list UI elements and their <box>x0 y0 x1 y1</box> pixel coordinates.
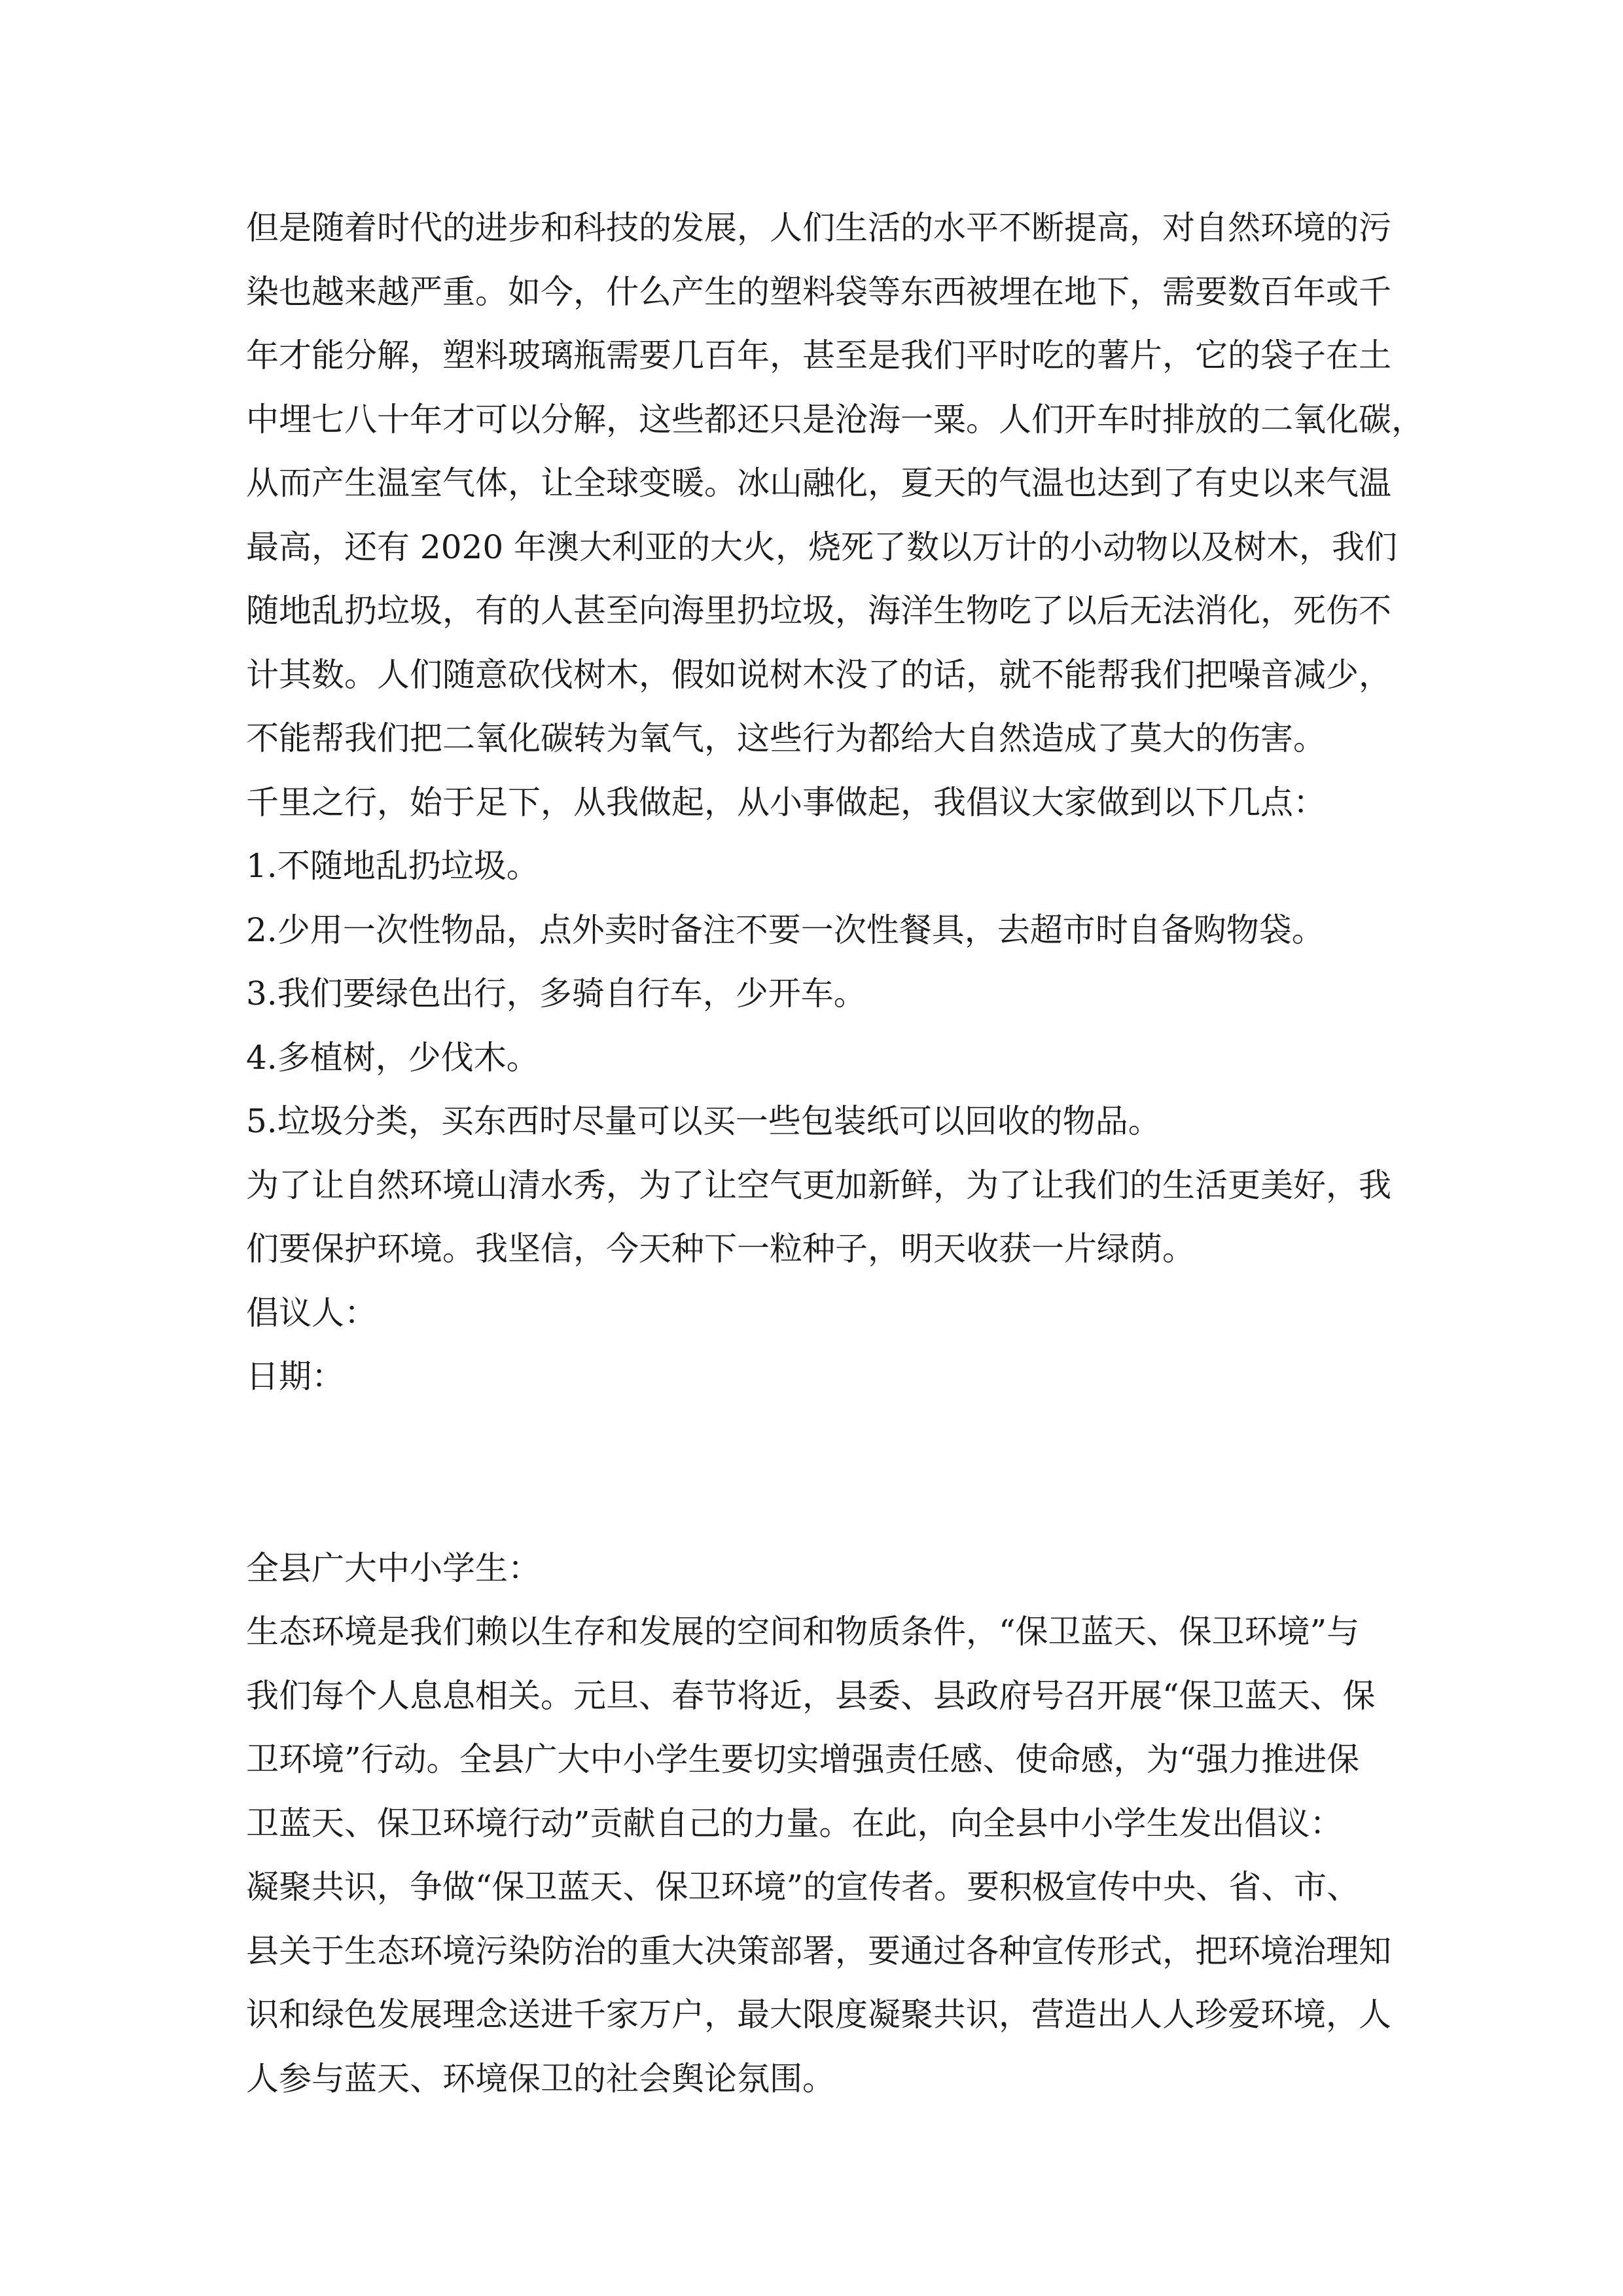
text-line: 但是随着时代的进步和科技的发展，人们生活的水平不断提高，对自然环境的污 <box>246 209 1391 247</box>
text-line: 计其数。人们随意砍伐树木，假如说树木没了的话，就不能帮我们把噪音减少， <box>246 655 1391 694</box>
text-line: 凝聚共识，争做“保卫蓝天、保卫环境”的宣传者。要积极宣传中央、省、市、 <box>246 1868 1360 1906</box>
signer-label: 倡议人： <box>246 1293 377 1332</box>
list-item: 2.少用一次性物品，点外卖时备注不要一次性餐具，去超市时自备购物袋。 <box>246 910 1325 949</box>
closing-paragraph <box>246 1154 1391 1282</box>
text-line: 不能帮我们把二氧化碳转为氧气，这些行为都给大自然造成了莫大的伤害。 <box>246 719 1326 757</box>
list-item: 1.不随地乱扔垃圾。 <box>246 847 539 885</box>
list-item: 3.我们要绿色出行，多骑自行车，少开车。 <box>246 975 866 1013</box>
document-page <box>246 196 1424 2111</box>
proposal-paragraph-2 <box>246 1856 1391 2111</box>
text-line: 人参与蓝天、环境保卫的社会舆论氛围。 <box>246 2059 835 2098</box>
text-line: 随地乱扔垃圾，有的人甚至向海里扔垃圾，海洋生物吃了以后无法消化，死伤不 <box>246 592 1391 630</box>
text-line: 为了让自然环境山清水秀，为了让空气更加新鲜，为了让我们的生活更美好，我 <box>246 1166 1391 1204</box>
list-item: 5.垃圾分类，买东西时尽量可以买一些包装纸可以回收的物品。 <box>246 1102 1161 1140</box>
proposal-list <box>246 834 1385 1154</box>
salutation: 全县广大中小学生： <box>246 1549 541 1587</box>
proposal-body-paragraph <box>246 196 1424 771</box>
list-item: 4.多植树，少伐木。 <box>246 1038 539 1077</box>
text-line: 从而产生温室气体，让全球变暖。冰山融化，夏天的气温也达到了有史以来气温 <box>246 464 1391 502</box>
text-line: 县关于生态环境污染防治的重大决策部署，要通过各种宣传形式，把环境治理知 <box>246 1931 1391 1970</box>
text-line: 卫蓝天、保卫环境行动”贡献自己的力量。在此，向全县中小学生发出倡议： <box>246 1804 1343 1842</box>
text-line: 们要保护环境。我坚信，今天种下一粒种子，明天收获一片绿荫。 <box>246 1230 1195 1268</box>
text-line: 中埋七八十年才可以分解，这些都还只是沧海一粟。人们开车时排放的二氧化碳， <box>246 400 1424 439</box>
text-line: 识和绿色发展理念送进千家万户，最大限度凝聚共识，营造出人人珍爱环境，人 <box>246 1996 1391 2034</box>
text-line: 我们每个人息息相关。元旦、春节将近，县委、县政府号召开展“保卫蓝天、保 <box>246 1676 1376 1715</box>
text-line: 最高，还有 2020 年澳大利亚的大火，烧死了数以万计的小动物以及树木，我们 <box>246 528 1398 566</box>
proposal-paragraph-1 <box>246 1600 1385 1856</box>
section-gap <box>246 1409 1385 1537</box>
date-label: 日期： <box>246 1357 344 1395</box>
text-line: 染也越来越严重。如今，什么产生的塑料袋等东西被埋在地下，需要数百年或千 <box>246 272 1391 311</box>
text-line: 卫环境”行动。全县广大中小学生要切实增强责任感、使命感，为“强力推进保 <box>246 1740 1360 1778</box>
text-line: 生态环境是我们赖以生存和发展的空间和物质条件，“保卫蓝天、保卫环境”与 <box>246 1613 1360 1651</box>
proposal-intro: 千里之行，始于足下，从我做起，从小事做起，我倡议大家做到以下几点： <box>246 783 1326 821</box>
text-line: 年才能分解，塑料玻璃瓶需要几百年，甚至是我们平时吃的薯片，它的袋子在土 <box>246 336 1391 374</box>
